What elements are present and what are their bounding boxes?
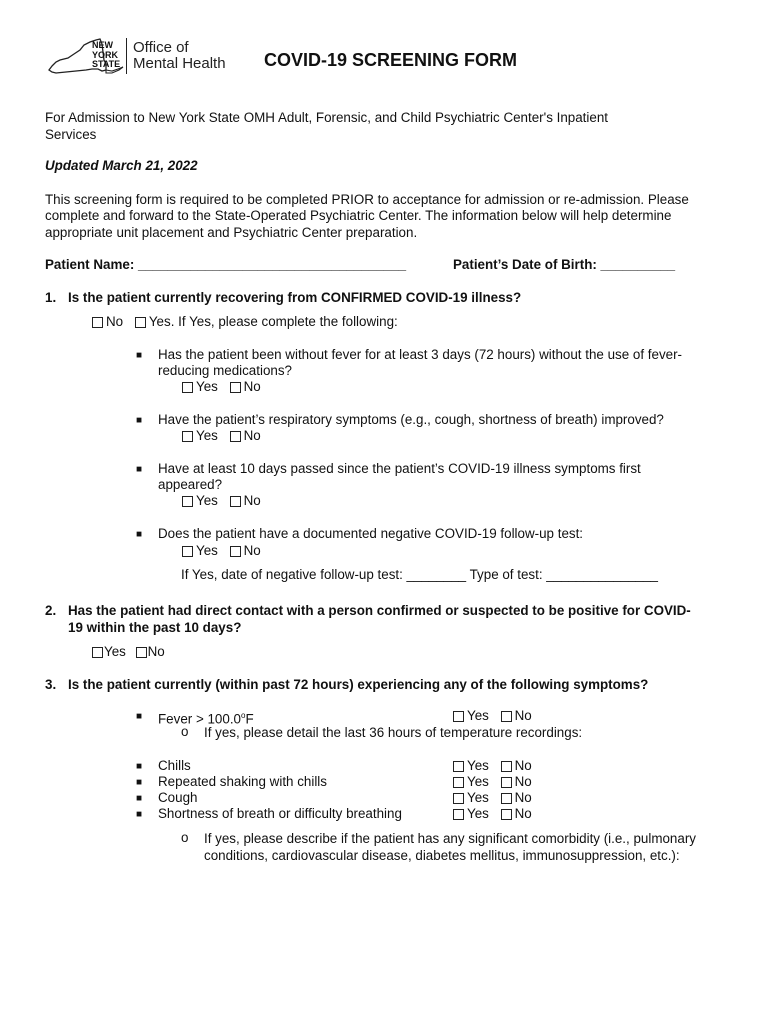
q1-sub4-yes-checkbox[interactable] <box>182 546 193 557</box>
q3-fever-yes-checkbox[interactable] <box>453 711 464 722</box>
q3-symptom-bullet: ■ <box>136 793 143 804</box>
q3-shaking-yes-label: Yes <box>467 774 489 789</box>
q3-symptom-cough: Cough <box>158 790 198 805</box>
q3-chills-yes-label: Yes <box>467 758 489 773</box>
q1-number: 1. <box>45 290 57 305</box>
q3-chills-yes-checkbox[interactable] <box>453 761 464 772</box>
q1-no-checkbox[interactable] <box>92 317 103 328</box>
q1-followup-test-field[interactable]: If Yes, date of negative follow-up test: ________ Type of test: _______________ <box>181 567 658 582</box>
q3-cough-no-label: No <box>514 790 532 805</box>
q3-shaking-yes-checkbox[interactable] <box>453 777 464 788</box>
q3-fever-text: Fever > 100.0 <box>158 711 241 727</box>
q1-yes-label: Yes. If Yes, please complete the following: <box>148 314 398 329</box>
admission-line1: For Admission to New York State OMH Adult, Forensic, and Child Psychiatric Center's Inpatient <box>45 110 608 125</box>
q1-sub1-line1: Has the patient been without fever for at least 3 days (72 hours) without the use of fever- <box>158 347 683 362</box>
q1-sub3-bullet: ■ <box>136 464 143 475</box>
q2-yes-checkbox[interactable] <box>92 647 103 658</box>
q1-sub3-yes-label: Yes <box>196 493 218 508</box>
q1-sub4-line1: Does the patient have a documented negative COVID-19 follow-up test: <box>158 526 584 541</box>
q2-no-label: No <box>147 644 165 659</box>
q1-sub3-no-label: No <box>243 493 261 508</box>
q3-fever-no-checkbox[interactable] <box>501 711 512 722</box>
q1-sub2-yes-checkbox[interactable] <box>182 431 193 442</box>
logo-state-line3: STATE <box>92 59 121 69</box>
q3-chills-no-label: No <box>514 758 532 773</box>
q1-sub3-yes-checkbox[interactable] <box>182 496 193 507</box>
q2-line2: 19 within the past 10 days? <box>68 620 242 635</box>
admission-line2: Services <box>45 127 97 142</box>
q3-shaking-no-label: No <box>514 774 532 789</box>
q3-comorbid-bullet: o <box>181 830 189 845</box>
q3-shaking-no-checkbox[interactable] <box>501 777 512 788</box>
q3-cough-yes-label: Yes <box>467 790 489 805</box>
q2-yes-label: Yes <box>104 644 126 659</box>
q1-sub2-no-checkbox[interactable] <box>230 431 241 442</box>
q1-text: Is the patient currently recovering from CONFIRMED COVID-19 illness? <box>68 290 522 305</box>
q1-sub2-line1: Have the patient’s respiratory symptoms (e.g., cough, shortness of breath) improved? <box>158 412 664 427</box>
q1-sub2-no-label: No <box>243 428 261 443</box>
q1-sub2-yes-label: Yes <box>196 428 218 443</box>
q3-fever-detail-bullet: o <box>181 724 189 739</box>
q1-sub3-line1: Have at least 10 days passed since the patient’s COVID-19 illness symptoms first <box>158 461 641 476</box>
q3-chills-no-checkbox[interactable] <box>501 761 512 772</box>
logo-state-line1: NEW <box>92 40 113 50</box>
q3-number: 3. <box>45 677 57 692</box>
logo-office-line2: Mental Health <box>133 55 226 72</box>
q3-cough-yes-checkbox[interactable] <box>453 793 464 804</box>
q1-sub1-yes-label: Yes <box>196 379 218 394</box>
logo-state-line2: YORK <box>92 49 119 60</box>
q1-sub1-bullet: ■ <box>136 350 143 361</box>
q1-no-label: No <box>106 314 124 329</box>
intro-para-line1: This screening form is required to be completed PRIOR to acceptance for admission or re-admission. Please <box>45 192 689 207</box>
q3-comorbid-line1: If yes, please describe if the patient has any significant comorbidity (i.e., pulmonary <box>204 831 696 846</box>
q3-fever-degree: o <box>241 711 246 720</box>
q2-number: 2. <box>45 603 57 618</box>
q3-symptom-bullet: ■ <box>136 761 143 772</box>
intro-para-line2: complete and forward to the State-Operated Psychiatric Center. The information below will help determine <box>45 208 672 223</box>
q1-sub4-yes-label: Yes <box>196 543 218 558</box>
q3-breath-yes-checkbox[interactable] <box>453 809 464 820</box>
updated-date: Updated March 21, 2022 <box>45 158 198 173</box>
q1-sub1-no-label: No <box>243 379 261 394</box>
q1-sub4-no-label: No <box>243 543 261 558</box>
q1-sub1-no-checkbox[interactable] <box>230 382 241 393</box>
q3-breath-yes-label: Yes <box>467 806 489 821</box>
patient-name-field[interactable]: Patient Name: ____________________________________ <box>45 257 407 272</box>
q3-fever-no-label: No <box>514 708 532 723</box>
q1-sub4-bullet: ■ <box>136 529 143 540</box>
q3-symptom-bullet: ■ <box>136 809 143 820</box>
logo-divider <box>126 38 127 74</box>
q3-text: Is the patient currently (within past 72 hours) experiencing any of the following symptoms? <box>68 677 649 692</box>
q1-sub1-line2: reducing medications? <box>158 363 292 378</box>
q2-no-checkbox[interactable] <box>136 647 147 658</box>
q1-sub3-line2: appeared? <box>158 477 223 492</box>
q1-sub1-yes-checkbox[interactable] <box>182 382 193 393</box>
q3-fever-unit: F <box>245 711 254 727</box>
q1-sub4-no-checkbox[interactable] <box>230 546 241 557</box>
q3-comorbid-line2: conditions, cardiovascular disease, diabetes mellitus, immunosuppression, etc.): <box>204 848 680 863</box>
q3-fever-yes-label: Yes <box>467 708 489 723</box>
q1-yes-checkbox[interactable] <box>135 317 146 328</box>
q1-sub3-no-checkbox[interactable] <box>230 496 241 507</box>
q3-symptom-shaking: Repeated shaking with chills <box>158 774 327 789</box>
logo-office-line1: Office of <box>133 39 189 56</box>
patient-dob-field[interactable]: Patient’s Date of Birth: __________ <box>453 257 676 272</box>
q1-sub2-bullet: ■ <box>136 415 143 426</box>
q3-symptom-chills: Chills <box>158 758 191 773</box>
q3-cough-no-checkbox[interactable] <box>501 793 512 804</box>
q3-breath-no-label: No <box>514 806 532 821</box>
q3-symptom-bullet: ■ <box>136 777 143 788</box>
intro-para-line3: appropriate unit placement and Psychiatric Center preparation. <box>45 225 418 240</box>
form-title: COVID-19 SCREENING FORM <box>264 50 518 70</box>
q3-symptom-breath: Shortness of breath or difficulty breathing <box>158 806 402 821</box>
q3-fever-detail: If yes, please detail the last 36 hours of temperature recordings: <box>204 725 583 740</box>
q3-fever-bullet: ■ <box>136 711 143 722</box>
q2-line1: Has the patient had direct contact with a person confirmed or suspected to be positive for COVID- <box>68 603 691 618</box>
q3-breath-no-checkbox[interactable] <box>501 809 512 820</box>
